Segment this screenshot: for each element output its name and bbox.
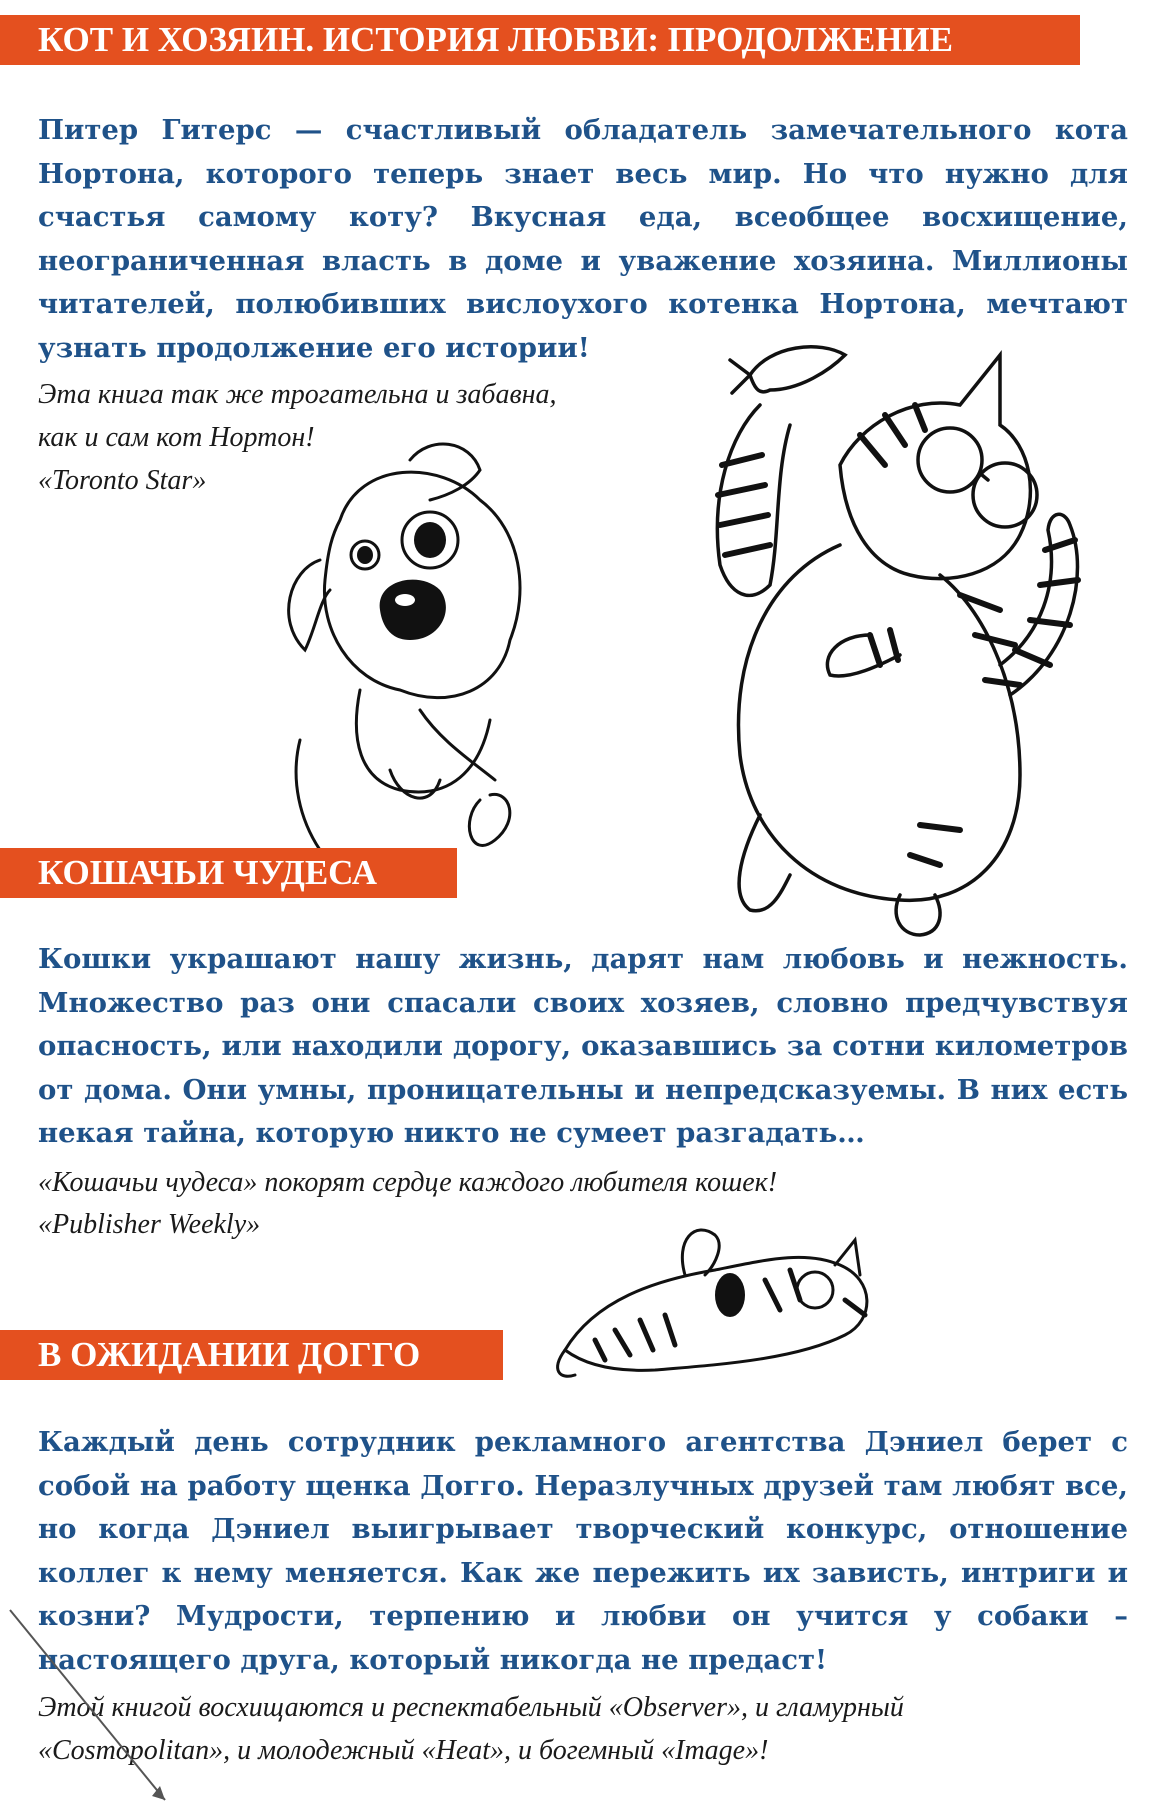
quote-source: «Publisher Weekly» [38, 1209, 261, 1240]
quote-source: «Toronto Star» [38, 465, 207, 496]
quote-line: Эта книга так же трогательна и забавна, [38, 379, 557, 410]
arrow-icon [0, 1600, 180, 1811]
striped-cat-with-fish-illustration [670, 335, 1110, 940]
quote-line: Этой книгой восхищаются и респектабельный «Observer», и гламурный [38, 1692, 904, 1723]
section-description-koshachi-chudesa: Кошки украшают нашу жизнь, дарят нам любовь и нежность. Множество раз они спасали своих хозяев, словно предчувствуя опасность, или находили дорогу, оказавшись за сотни километров от дома. Они умны, проницательны и непредсказуемы. В них есть некая тайна, которую никто не сумеет разгадать… [38, 943, 1128, 1149]
section-heading-koshachi-chudesa: КОШАЧЬИ ЧУДЕСА [0, 848, 457, 898]
section-description-v-ozhidanii-doggo: Каждый день сотрудник рекламного агентства Дэниел берет с собой на работу щенка Догго. Неразлучных друзей там любят все, но когда Дэниел выигрывает творческий конкурс, отношение коллег к нему меняется. Как же пережить их зависть, интриги и козни? Мудрости, терпению и любви он учится у собаки – настоящего друга, который никогда не предаст! [38, 1426, 1128, 1676]
section-heading-v-ozhidanii-doggo: В ОЖИДАНИИ ДОГГО [0, 1330, 503, 1380]
section-heading-kot-i-hozyain: КОТ И ХОЗЯИН. ИСТОРИЯ ЛЮБВИ: ПРОДОЛЖЕНИЕ [0, 15, 1080, 65]
quote-line: как и сам кот Нортон! [38, 422, 315, 453]
quote-line: «Cosmopolitan», и молодежный «Heat», и богемный «Image»! [38, 1735, 769, 1766]
cat-lying-on-back-illustration [555, 1220, 895, 1380]
quote-line: «Кошачьи чудеса» покорят сердце каждого любителя кошек! [38, 1167, 778, 1198]
section-description-kot-i-hozyain: Питер Гитерс — счастливый обладатель замечательного кота Нортона, которого теперь знает весь мир. Но что нужно для счастья самому коту? Вкусная еда, всеобщее восхищение, неограниченная власть в доме и уважение хозяина. Миллионы читателей, полюбивших вислоухого котенка Нортона, мечтают узнать продолжение его истории! [38, 114, 1128, 364]
puppy-with-leash-illustration [280, 440, 590, 850]
